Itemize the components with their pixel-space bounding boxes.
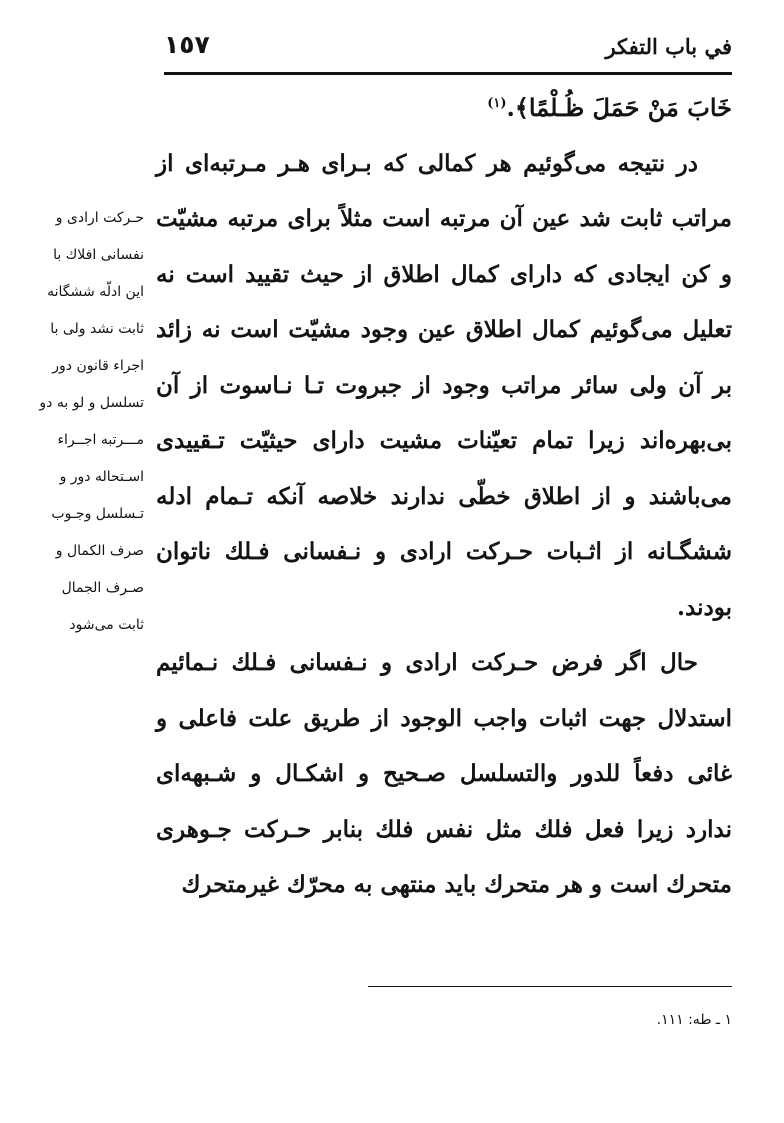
paragraph-1: در نتيجه مى‌گوئيم هر كمالى كه بـراى هـر مـرتبه‌اى از مراتب ثابت شد عين آن مرتبه است مثلاً براى مرتبه مشيّت و كن ايجادى كه داراى كمال اطلاق از حيث تقييد است نه تعليل مى‌گوئيم كمال اطلاق عين وجود مشيّت است نه زائد بر آن ولى سائر مراتب وجود از جبروت تـا نـاسوت از آن بى‌بهره‌اند زيرا تمام تعيّنات مشيت داراى حيثيّت تـقييدى مى‌باشند و از اطلاق خطّى ندارند خلاصه آنكه تـمام ادله ششگـانه از اثـبات حـركت ارادى و نـفسانى فـلك ناتوان بودند. xyxy=(156,149,732,621)
quote-line xyxy=(156,80,732,136)
margin-note-line: تسلسل و لو به دو xyxy=(39,395,144,411)
margin-note-line: تـسلسل وجـوب xyxy=(51,506,144,522)
paragraph-2: حال اگر فرض حـركت ارادى و نـفسانى فـلك نـمائيم استدلال جهت اثبات واجب الوجود از طريق علت فاعلى و غائى دفعاً للدور والتسلسل صـحيح و اشكـال و شـبهه‌اى ندارد زيرا فعل فلك مثل نفس فلك بنابر حـركت جـوهرى متحرك است و هر متحرك بايد منتهى به محرّك غيرمتحرك xyxy=(156,649,732,898)
footnote-text: ١ ـ طه: ١١١. xyxy=(656,1012,732,1028)
margin-note-line: صرف الكمال و xyxy=(55,543,144,559)
page-number: ١٥٧ xyxy=(164,30,210,59)
running-header-title: في باب التفكر xyxy=(605,34,732,59)
footnote-reference: (١) xyxy=(487,96,507,111)
header-rule xyxy=(164,72,732,75)
running-header xyxy=(164,28,732,72)
margin-note-line: اسـتحاله دور و xyxy=(59,469,144,485)
quote-text: خَابَ مَنْ حَمَلَ ظُـلْمًا﴾. xyxy=(506,93,732,122)
margin-note-line: اجراء قانون دور xyxy=(52,358,144,374)
margin-note-line: اين ادلّه ششگانه xyxy=(47,284,144,300)
margin-note-line: حـركت ارادى و xyxy=(55,210,144,226)
main-text-body xyxy=(156,80,732,913)
margin-note-line: ثابت مى‌شود xyxy=(69,617,144,633)
margin-note xyxy=(22,200,144,644)
margin-note-line: صـرف الجمال xyxy=(61,580,144,596)
margin-note-line: مـــرتبه اجــراء xyxy=(57,432,144,448)
margin-note-line: نفسانى افلاك با xyxy=(53,247,144,263)
margin-note-line: ثابت نشد ولى با xyxy=(50,321,144,337)
footnote-rule xyxy=(368,986,732,987)
